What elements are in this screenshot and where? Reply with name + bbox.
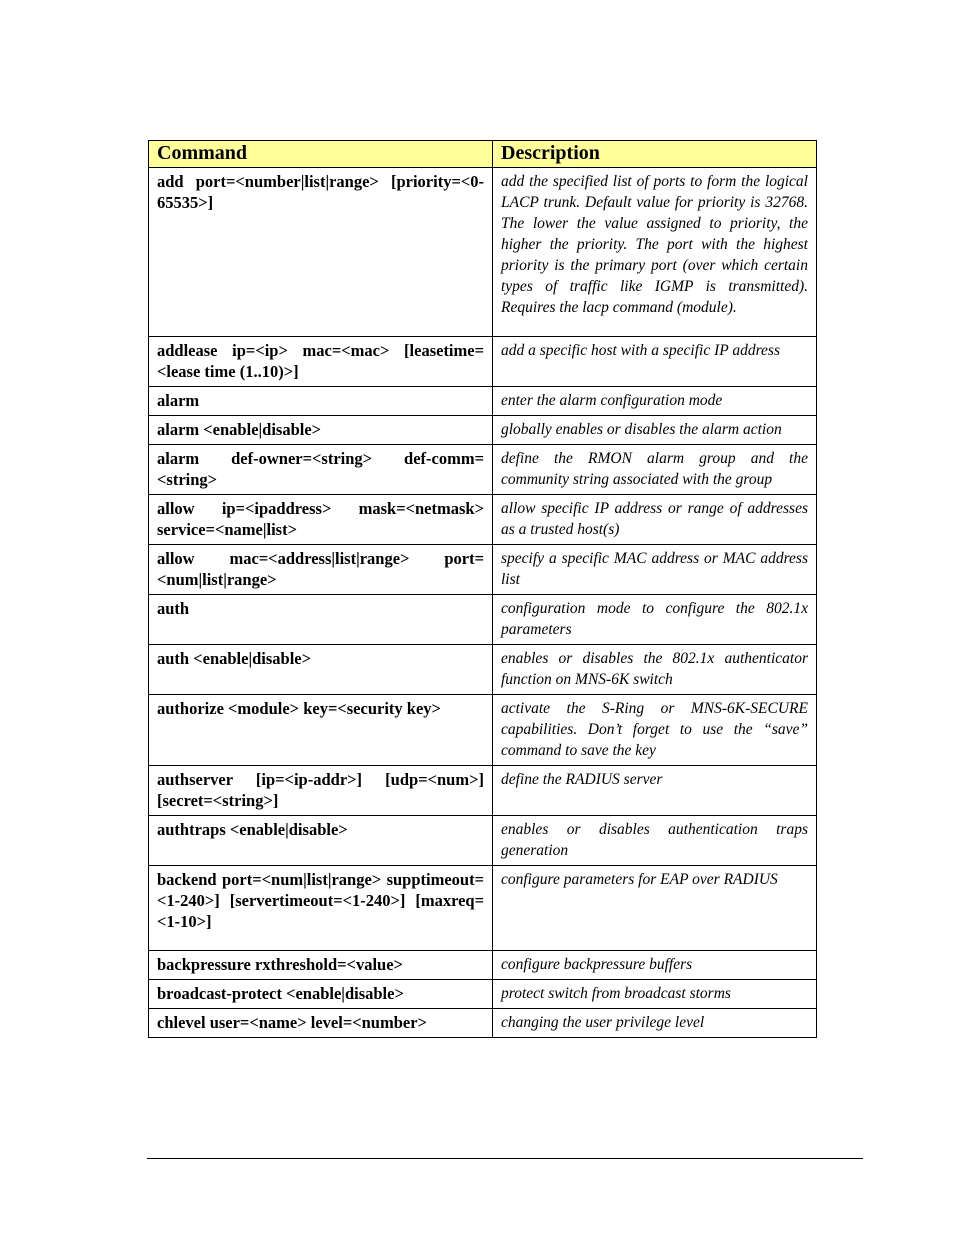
command-table [148, 140, 817, 1038]
table-row [149, 168, 817, 337]
table-row [149, 645, 817, 695]
description-cell: enables or disables the 802.1x authenticator function on MNS-6K switch [493, 645, 817, 695]
description-cell: globally enables or disables the alarm action [493, 416, 817, 445]
table-row [149, 545, 817, 595]
description-cell: add a specific host with a specific IP address [493, 337, 817, 387]
command-cell: authorize <module> key=<security key> [149, 695, 493, 766]
column-header-command: Command [149, 141, 493, 168]
description-cell: enter the alarm configuration mode [493, 387, 817, 416]
description-cell: configure backpressure buffers [493, 951, 817, 980]
command-cell: backpressure rxthreshold=<value> [149, 951, 493, 980]
command-cell: backend port=<num|list|range> supptimeout=<1-240>] [servertimeout=<1-240>] [maxreq=<1-10>] [149, 866, 493, 951]
command-cell: authtraps <enable|disable> [149, 816, 493, 866]
command-cell: chlevel user=<name> level=<number> [149, 1009, 493, 1038]
description-cell: changing the user privilege level [493, 1009, 817, 1038]
command-cell: broadcast-protect <enable|disable> [149, 980, 493, 1009]
table-row [149, 695, 817, 766]
table-row [149, 951, 817, 980]
table-header-row [149, 141, 817, 168]
command-cell: allow ip=<ipaddress> mask=<netmask> service=<name|list> [149, 495, 493, 545]
description-cell: activate the S-Ring or MNS-6K-SECURE capabilities. Don’t forget to use the “save” command to save the key [493, 695, 817, 766]
table-row [149, 766, 817, 816]
command-cell: alarm <enable|disable> [149, 416, 493, 445]
table-row [149, 387, 817, 416]
table-row [149, 595, 817, 645]
command-cell: allow mac=<address|list|range> port=<num|list|range> [149, 545, 493, 595]
command-cell: auth [149, 595, 493, 645]
description-cell: protect switch from broadcast storms [493, 980, 817, 1009]
table-row [149, 866, 817, 951]
table-row [149, 416, 817, 445]
description-cell: define the RADIUS server [493, 766, 817, 816]
footer-rule [147, 1158, 863, 1159]
description-cell: define the RMON alarm group and the community string associated with the group [493, 445, 817, 495]
description-cell: configuration mode to configure the 802.1x parameters [493, 595, 817, 645]
column-header-description: Description [493, 141, 817, 168]
table-row [149, 337, 817, 387]
command-cell: alarm def-owner=<string> def-comm=<string> [149, 445, 493, 495]
description-cell: add the specified list of ports to form the logical LACP trunk. Default value for priority is 32768. The lower the value assigned to priority, the higher the priority. The port with the highest priority is the primary port (over which certain types of traffic like IGMP is transmitted). Requires the lacp command (module). [493, 168, 817, 337]
table-row [149, 1009, 817, 1038]
description-cell: enables or disables authentication traps generation [493, 816, 817, 866]
command-cell: authserver [ip=<ip-addr>] [udp=<num>] [secret=<string>] [149, 766, 493, 816]
table-row [149, 980, 817, 1009]
table-row [149, 445, 817, 495]
command-cell: add port=<number|list|range> [priority=<0-65535>] [149, 168, 493, 337]
description-cell: allow specific IP address or range of addresses as a trusted host(s) [493, 495, 817, 545]
description-cell: specify a specific MAC address or MAC address list [493, 545, 817, 595]
command-cell: alarm [149, 387, 493, 416]
command-cell: addlease ip=<ip> mac=<mac> [leasetime=<lease time (1..10)>] [149, 337, 493, 387]
command-cell: auth <enable|disable> [149, 645, 493, 695]
table-row [149, 495, 817, 545]
description-cell: configure parameters for EAP over RADIUS [493, 866, 817, 951]
table-row [149, 816, 817, 866]
